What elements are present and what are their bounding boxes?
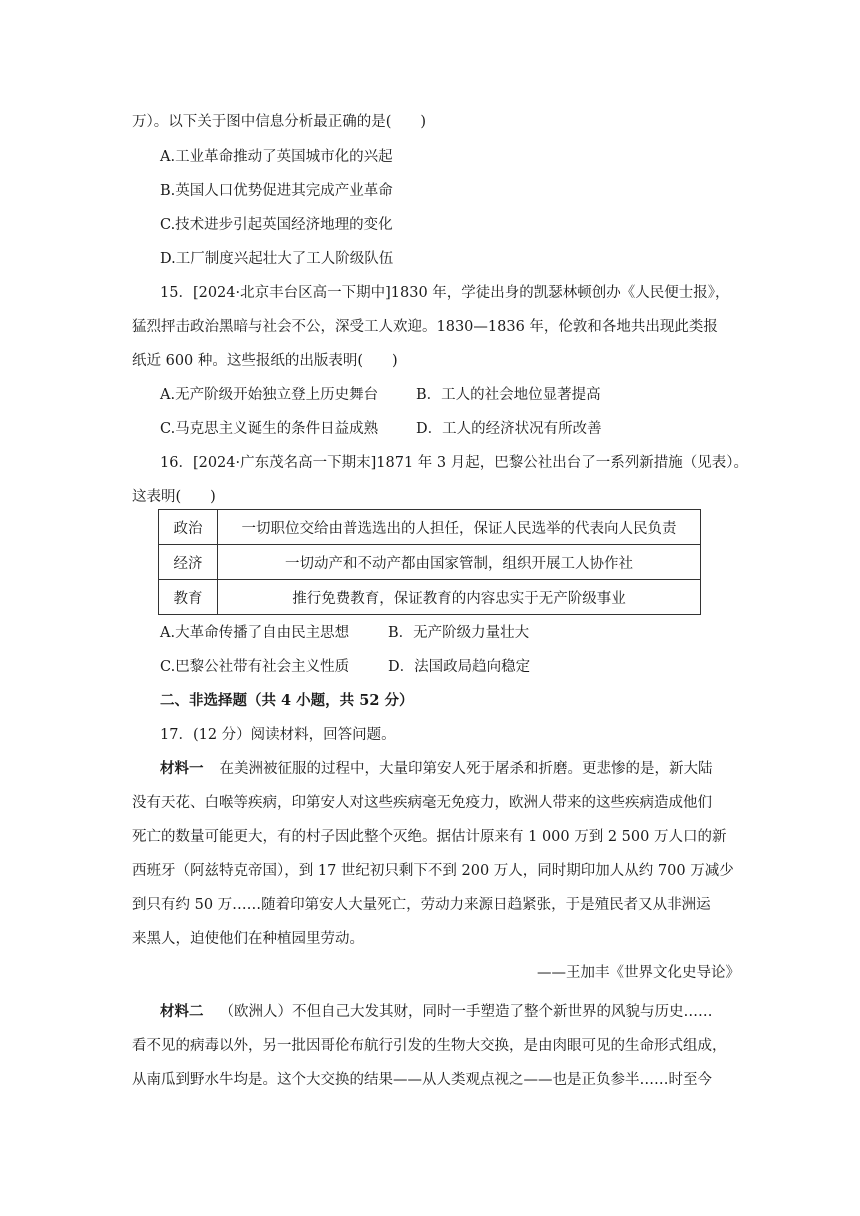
material2-label: 材料二 (160, 1003, 204, 1020)
table-row (159, 580, 701, 615)
material1-source: ——王加丰《世界文化史导论》 (537, 965, 740, 981)
material2-line-3: 从南瓜到野水牛均是。这个大交换的结果——从人类观点视之——也是正负参半……时至今 (132, 1072, 712, 1088)
material1-label: 材料一 (160, 760, 204, 777)
q14-option-d: D.工厂制度兴起壮大了工人阶级队伍 (160, 251, 394, 267)
table-cell-content: 一切职位交给由普选选出的人担任，保证人民选举的代表向人民负责 (218, 510, 701, 545)
table-cell-category: 经济 (159, 545, 218, 580)
material1-line-3: 死亡的数量可能更大，有的村子因此整个灭绝。据估计原来有 1 000 万到 2 500 万人口的新 (132, 829, 727, 845)
material1-text: 在美洲被征服的过程中，大量印第安人死于屠杀和折磨。更悲惨的是，新大陆 (219, 761, 713, 777)
material1-line-5: 到只有约 50 万……随着印第安人大量死亡，劳动力来源日趋紧张，于是殖民者又从非洲运 (132, 897, 711, 913)
q16-option-a: A.大革命传播了自由民主思想 (160, 625, 350, 641)
q16-option-b: B．无产阶级力量壮大 (388, 625, 530, 641)
q16-line-1: 16．[2024·广东茂名高一下期末]1871 年 3 月起，巴黎公社出台了一系列新措施（见表）。 (160, 455, 748, 471)
q16-line-2: 这表明( ) (132, 489, 216, 505)
table-row (159, 545, 701, 580)
q14-stem-end: 万）。以下关于图中信息分析最正确的是( ) (132, 114, 427, 130)
table-row (159, 510, 701, 545)
q14-option-c: C.技术进步引起英国经济地理的变化 (160, 217, 393, 233)
section-heading: 二、非选择题（共 4 小题，共 52 分） (160, 692, 414, 709)
material2-line-2: 看不见的病毒以外，另一批因哥伦布航行引发的生物大交换，是由肉眼可见的生命形式组成， (132, 1038, 727, 1054)
q15-option-d: D．工人的经济状况有所改善 (416, 421, 602, 437)
material2-first-line (160, 1002, 713, 1022)
material1-first-line (160, 759, 713, 779)
q14-option-b: B.英国人口优势促进其完成产业革命 (160, 183, 393, 199)
table-cell-content: 一切动产和不动产都由国家管制，组织开展工人协作社 (218, 545, 701, 580)
commune-measures-table (158, 509, 701, 615)
q15-line-3: 纸近 600 种。这些报纸的出版表明( ) (132, 353, 398, 369)
table-cell-content: 推行免费教育，保证教育的内容忠实于无产阶级事业 (218, 580, 701, 615)
table-cell-category: 教育 (159, 580, 218, 615)
q15-line-2: 猛烈抨击政治黑暗与社会不公，深受工人欢迎。1830—1836 年，伦敦和各地共出现此类报 (132, 319, 718, 335)
q15-line-1: 15．[2024·北京丰台区高一下期中]1830 年，学徒出身的凯瑟林顿创办《人民便士报》， (160, 285, 730, 301)
q15-option-c: C.马克思主义诞生的条件日益成熟 (160, 421, 379, 437)
q15-option-b: B．工人的社会地位显著提高 (416, 387, 601, 403)
material1-line-4: 西班牙（阿兹特克帝国），到 17 世纪初只剩下不到 200 万人，同时期印加人从约 700 万减少 (132, 863, 734, 879)
material1-line-2: 没有天花、白喉等疾病，印第安人对这些疾病毫无免疫力，欧洲人带来的这些疾病造成他们 (132, 795, 712, 811)
q16-option-d: D．法国政局趋向稳定 (388, 659, 531, 675)
q17-stem: 17．(12 分）阅读材料，回答问题。 (160, 727, 396, 743)
material2-text: （欧洲人）不但自己大发其财，同时一手塑造了整个新世界的风貌与历史…… (219, 1004, 713, 1020)
table-cell-category: 政治 (159, 510, 218, 545)
q14-option-a: A.工业革命推动了英国城市化的兴起 (160, 149, 393, 165)
q16-option-c: C.巴黎公社带有社会主义性质 (160, 659, 350, 675)
material1-line-6: 来黑人，迫使他们在种植园里劳动。 (132, 931, 364, 947)
q15-option-a: A.无产阶级开始独立登上历史舞台 (160, 387, 379, 403)
